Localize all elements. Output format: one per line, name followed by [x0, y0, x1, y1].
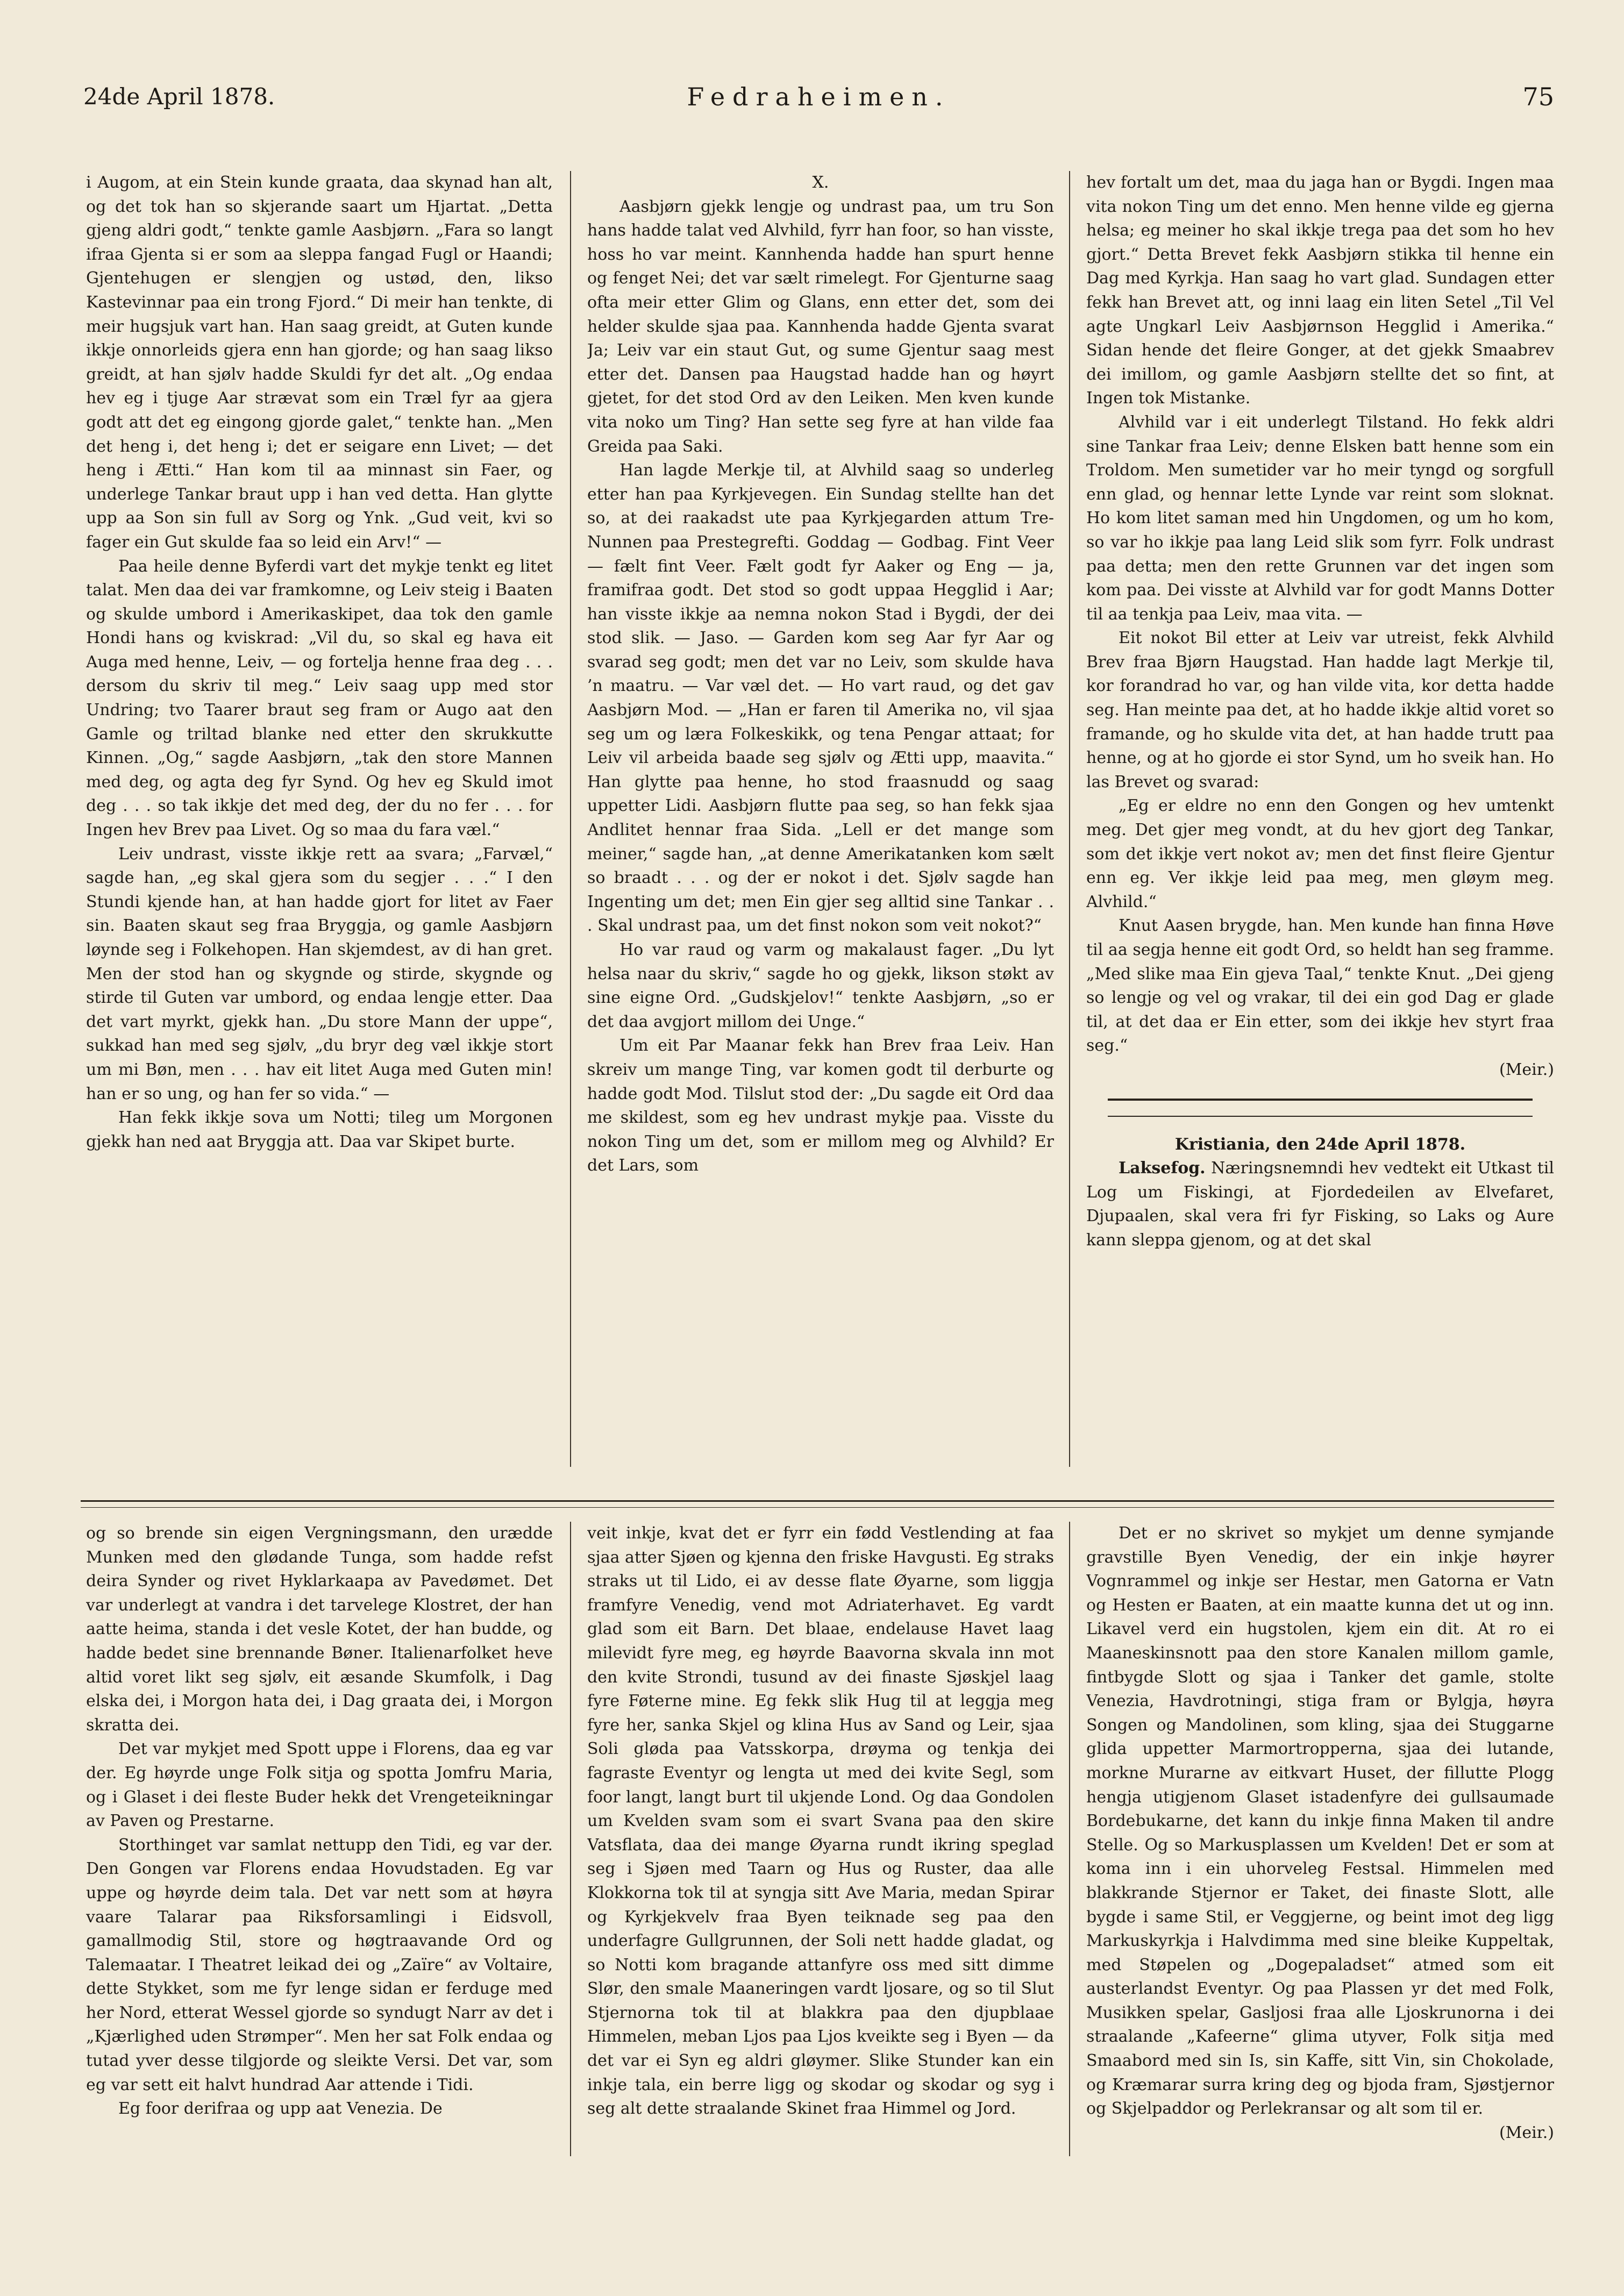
paragraph: Eg foor derifraa og upp aat Venezia. De — [118, 2099, 443, 2119]
page-number: 75 — [1522, 82, 1554, 111]
section-rule — [1108, 1099, 1533, 1101]
section-rule-thin — [1108, 1116, 1533, 1117]
column-rule — [1069, 1522, 1070, 2156]
paragraph: hev fortalt um det, maa du jaga han or Bygdi. Ingen maa vita nokon Ting um det enno. Men henne vilde eg gjerna helsa; eg meiner ho skal ikkje trega paa det som ho hev gjort.“ Detta Brevet fekk Aasbjørn stikka til henne ein Dag med Kyrkja. Han saag ho vart glad. Sundagen etter fekk han Brevet att, og inni laag ein liten Setel „Til Vel agte Ungkarl Leiv Aasbjørnson Hegglid i Amerika.“ Sidan hende det fleire Gonger, at det gjekk Smaabrev dei imillom, og gamle Aasbjørn stellte det so fint, at Ingen tok Mistanke. — [1086, 173, 1554, 408]
chapter-heading: X. — [812, 173, 829, 192]
upper-column-1 — [86, 171, 553, 1467]
column-rule — [570, 1522, 571, 2156]
paragraph: Um eit Par Maanar fekk han Brev fraa Leiv. Han skreiv um mange Ting, var komen godt til derburte og hadde godt Mod. Tilslut stod der: „Du sagde eit Ord daa me skildest, som eg hev undrast mykje paa. Visste du nokon Ting um det, som er millom meg og Alvhild? Er det Lars, som — [587, 1036, 1054, 1175]
page-header — [83, 81, 1554, 113]
news-heading: Laksefog. — [1119, 1159, 1206, 1178]
news-text: Næringsnemndi hev vedtekt eit Utkast til Log um Fiskingi, at Fjordedeilen av Elvefaret, Djupaalen, skal vera fri fyr Fisking, so Laks og Aure kann sleppa gjenom, og at det skal — [1086, 1159, 1554, 1250]
lower-column-2 — [587, 1522, 1054, 2156]
letter-text: „Eg er eldre no enn den Gongen og hev umtenkt meg. Det gjer meg vondt, at du hev gjort deg Tankar, som det ikkje vert nokot av; men det finst fleire Gjentur enn eg. Ver ikkje leid paa meg, men gløym meg. Alvhild.“ — [1086, 796, 1554, 911]
column-rule — [1069, 171, 1070, 1467]
paragraph: Paa heile denne Byferdi vart det mykje tenkt eg litet talat. Men daa dei var framkomne, og Leiv steig i Baaten og skulde umbord i Amerikaskipet, daa tok den gamle Hondi hans og kviskrad: „Vil du, so skal eg hava eit Auga med henne, Leiv, — og fortelja henne fraa deg . . . dersom du skriv til meg.“ Leiv saag upp med stor Undring; tvo Taarer braut seg fram or Augo aat den Gamle og triltad blanke ned etter den skrukkutte Kinnen. „Og,“ sagde Aasbjørn, „tak den store Mannen med deg, og agta deg fyr Synd. Og hev eg Skuld imot deg . . . so tak ikkje det med deg, der du no fer . . . for Ingen hev Brev paa Livet. Og so maa du fara væl.“ — [86, 557, 553, 840]
paragraph: og so brende sin eigen Vergningsmann, den urædde Munken med den glødande Tunga, som hadde refst deira Synder og rivet Hyklarkaapa av Pavedømet. Det var underlegt at vandra i det tarvelege Klostret, der han aatte heima, standa i det vesle Kotet, der han budde, og hadde bedet sine brennande Bøner. Italienarfolket heve altid voret likt seg sjølv, eit æsande Skumfolk, i Dag elska dei, i Morgon hata dei, i Dag graata dei, i Morgon skratta dei. — [86, 1524, 553, 1735]
lower-column-3 — [1086, 1522, 1554, 2156]
paragraph: Ho var raud og varm og makalaust fager. „Du lyt helsa naar du skriv,“ sagde ho og gjekk, likson støkt av sine eigne Ord. „Gudskjelov!“ tenkte Aasbjørn, „so er det daa avgjort millom dei Unge.“ — [587, 940, 1054, 1031]
paragraph: Eit nokot Bil etter at Leiv var utreist, fekk Alvhild Brev fraa Bjørn Haugstad. Han hadde lagt Merkje til, kor forandrad ho var, og han vilde vita, kor detta hadde seg. Han meinte paa det, at ho hadde ikkje altid voret so framande, og ho skulde vita det, at han hadde trutt paa henne, og at ho gjorde ei stor Synd, um ho sveik han. Ho las Brevet og svarad: — [1086, 629, 1554, 792]
section-divider-thin — [81, 1507, 1554, 1508]
issue-date: 24de April 1878. — [83, 83, 275, 110]
paragraph: Han lagde Merkje til, at Alvhild saag so underleg etter han paa Kyrkjevegen. Ein Sundag stellte han det so, at dei raakadst ute paa Kyrkjegarden attum Tre-Nunnen paa Prestegrefti. Goddag — Godbag. Fint Veer — fælt fint Veer. Fælt godt fyr Aaker og Eng — ja, framifraa godt. Det stod so godt uppaa Hegglid i Aar; han visste ikkje aa nemna nokon Stad i Bygdi, der dei stod slik. — Jaso. — Garden kom seg Aar fyr Aar og svarad seg godt; men det var no Leiv, som skulde hava ’n maatru. — Var væl det. — Ho vart raud, og det gav Aasbjørn Mod. — „Han er faren til Amerika no, vil sjaa seg um og læra Folkeskikk, og tena Pengar attaat; for Leiv vil arbeida baade seg sjølv og Ætti upp, maavita.“ Han glytte paa henne, ho stod fraasnudd og saag uppetter Lidi. Aasbjørn flutte paa seg, so han fekk sjaa Andlitet hennar fraa Sida. „Lell er det mange som meiner,“ sagde han, „at denne Amerikatanken kom sælt so braadt . . . og der er nokot i det. Sjølv sagde han Ingenting um det; men Ein gjer seg alltid sine Tankar . . . Skal undrast paa, um det finst nokon som veit nokot?“ — [587, 461, 1054, 936]
section-divider — [81, 1500, 1554, 1502]
paragraph: Knut Aasen brygde, han. Men kunde han finna Høve til aa segja henne eit godt Ord, so heldt han seg framme. „Med slike maa Ein gjeva Taal,“ tenkte Knut. „Dei gjeng so lengje og vel og vrakar, til dei ein god Dag er glade til, at det daa er Ein etter, som dei ikkje hev styrt fraa seg.“ — [1086, 916, 1554, 1056]
lower-column-1 — [86, 1522, 553, 2156]
paragraph: Aasbjørn gjekk lengje og undrast paa, um tru Son hans hadde talat ved Alvhild, fyrr han foor, so han visste, hoss ho var meint. Kannhenda hadde han spurt henne og fenget Nei; det var sælt rimelegt. For Gjenturne saag ofta meir etter Glim og Glans, enn etter det, som dei helder skulde sjaa paa. Kannhenda hadde Gjenta svarat Ja; Leiv var ein staut Gut, og sume Gjentur saag mest etter det. Dansen paa Haugstad hadde han og høyrt gjetet, for det stod Ord av den Leiken. Men kven kunde vita noko um Ting? Han sette seg fyre at han vilde faa Greida paa Saki. — [587, 197, 1054, 456]
column-rule — [570, 171, 571, 1467]
paragraph: Leiv undrast, visste ikkje rett aa svara; „Farvæl,“ sagde han, „eg skal gjera som du segjer . . .“ I den Stundi kjende han, at han hadde gjort for litet av Faer sin. Baaten skaut seg fraa Bryggja, og gamle Aasbjørn løynde seg i Folkehopen. Han skjemdest, av di han gret. Men der stod han og skygnde og stirde, skygnde og stirde til Guten var umbord, og endaa lengje etter. Daa det vart myrkt, gjekk han. „Du store Mann der uppe“, sukkad han med seg sjølv, „du bryr deg væl ikkje stort um mi Bøn, men . . . hav eit litet Auga med Guten min! han er so ung, og han fer so vida.“ — — [86, 844, 553, 1103]
paragraph: veit inkje, kvat det er fyrr ein fødd Vestlending at faa sjaa atter Sjøen og kjenna den friske Havgusti. Eg straks straks ut til Lido, ei av desse flate Øyarne, som liggja framfyre Venedig, vend mot Adriaterhavet. Eg vardt glad som eit Barn. Det blaae, endelause Havet laag milevidt fyre meg, eg høyrde Baavorna skvala inn mot den kvite Strondi, tusund av dei finaste Sjøskjel laag fyre Føterne mine. Eg fekk slik Hug til at leggja meg fyre her, sanka Skjel og klina Hus av Sand og Leir, sjaa Soli gløda paa Vatsskorpa, drøyma og tenkja dei fagraste Eventyr og lengta ut med dei kvite Segl, som foor langt, langt burt til ukjende Lond. Og daa Gondolen um Kvelden svam som ei svart Svana paa den skire Vatsflata, daa dei mange Øyarna rundt ikring speglad seg i Sjøen med Taarn og Hus og Ruster, daa alle Klokkorna tok til at syngja sitt Ave Maria, medan Spirar og Kyrkjekvelv fraa Byen teiknade seg paa den underfagre Gullgrunnen, der Soli nett hadde gladat, og so Notti kom bragande attanfyre oss med sitt dimme Slør, den smale Maaneringen vardt ljosare, og so til Slut Stjernorna tok til at blakkra paa den djupblaae Himmelen, meban Ljos paa Ljos kveikte seg i Byen — da det var ei Syn eg aldri gløymer. Slike Stunder kan ein inkje tala, ein berre ligg og skodar og skodar og syg i seg alt dette straalande Skinet fraa Himmel og Jord. — [587, 1524, 1054, 2119]
newspaper-title: Fedraheimen. — [687, 82, 951, 111]
to-be-continued: (Meir.) — [1499, 2123, 1554, 2142]
to-be-continued: (Meir.) — [1499, 1060, 1554, 1079]
upper-column-2 — [587, 171, 1054, 1467]
paragraph: Det er no skrivet so mykjet um denne symjande gravstille Byen Venedig, der ein inkje høyrer Vognrammel og inkje ser Hestar, men Gatorna er Vatn og Hesten er Baaten, at ein maatte kunna det ut og inn. Likavel verd ein hugstolen, kjem ein dit. At ro ei Maaneskinsnott paa den store Kanalen millom gamle, fintbygde Slott og sjaa i Tanker det gamle, stolte Venezia, Havdrotningi, stiga fram or Bylgja, høyra Songen og Mandolinen, som kling, sjaa dei Stuggarne glida uppetter Marmortropperna, sjaa dei lutande, morkne Murarne av eitkvart Huset, der fillutte Plogg hengja utigjenom Glaset istadenfyre dei gullsaumade Bordebukarne, det kann du inkje finna Maken til andre Stelle. Og so Markusplassen um Kvelden! Det er som at koma inn i ein uhorveleg Festsal. Himmelen med blakkrande Stjernor er Taket, dei finaste Slott, alle bygde i same Stil, er Veggjerne, og beint imot deg ligg Markuskyrkja i Halvdimma med sine bleike Kuppeltak, med Støpelen og „Dogepaladset“ atmed som eit austerlandst Eventyr. Og paa Plassen yr det med Folk, Musikken spelar, Gasljosi fraa alle Ljoskrunorna i dei straalande „Kafeerne“ glima utyver, Folk sitja med Smaabord med sin Is, sin Kaffe, sitt Vin, sin Chokolade, og Kræmarar surra kring deg og bjoda fram, Sjøstjernor og Skjelpaddor og Perlekransar og alt som til er. — [1086, 1524, 1554, 2119]
paragraph: Alvhild var i eit underlegt Tilstand. Ho fekk aldri sine Tankar fraa Leiv; denne Elsken batt henne som ein Troldom. Men sumetider var ho meir tyngd og sorgfull enn glad, og hennar lette Lynde var reint som sloknat. Ho kom litet saman med hin Ungdomen, og um ho kom, so var ho ikkje paa lang Leid slik som fyrr. Folk undrast paa detta; men den rette Grunnen var det ingen som kom paa. Dei visste at Alvhild var for godt Manns Dotter til aa tenkja paa Leiv, maa vita. — — [1086, 412, 1554, 624]
upper-column-3 — [1086, 171, 1554, 1467]
paragraph: i Augom, at ein Stein kunde graata, daa skynad han alt, og det tok han so skjerande saart um Hjartat. „Detta gjeng aldri godt,“ tenkte gamle Aasbjørn. „Fara so langt ifraa Gjenta si er som aa sleppa fangad Fugl or Haandi; Gjentehugen er slengjen og ustød, den, likso Kastevinnar paa ein trong Fjord.“ Di meir han tenkte, di meir hugsjuk vart han. Han saag greidt, at Guten kunde ikkje onnorleids gjera enn han gjorde; og han saag likso greidt, at han sjølv hadde Skuldi fyr det alt. „Og endaa hev eg i tjuge Aar strævat som ein Træl fyr aa gjera godt att det eg eingong gjorde galet,“ tenkte han. „Men det heng i, det heng i; det er seigare enn Livet; — det heng i Ætti.“ Han kom til aa minnast sin Faer, og underlege Tankar braut upp i han ved detta. Han glytte upp aa Son sin full av Sorg og Ynk. „Gud veit, kvi so fager ein Gut skulde faa so leid ein Arv!“ — — [86, 173, 553, 552]
paragraph: Det var mykjet med Spott uppe i Florens, daa eg var der. Eg høyrde unge Folk sitja og spotta Jomfru Maria, og i Glaset i dei fleste Buder hekk det Vrengeteikningar av Paven og Prestarne. — [86, 1739, 553, 1831]
paragraph: Han fekk ikkje sova um Notti; tileg um Morgonen gjekk han ned aat Bryggja att. Daa var Skipet burte. — [86, 1108, 553, 1151]
paragraph: Storthinget var samlat nettupp den Tidi, eg var der. Den Gongen var Florens endaa Hovudstaden. Eg var uppe og høyrde deim tala. Det var nett som at høyra vaare Talarar paa Riksforsamlingi i Eidsvoll, gamallmodig Stil, store og høgtraavande Ord og Talemaatar. I Theatret leikad dei og „Zaïre“ av Voltaire, dette Stykket, som me fyr lenge sidan er ferduge med her Nord, etterat Wessel gjorde so syndugt Narr av det i „Kjærlighed uden Strømper“. Men her sat Folk endaa og tutad yver desse tilgjorde og sleikte Versi. Det var, som eg var sett eit halvt hundrad Aar attende i Tidi. — [86, 1835, 553, 2094]
news-dateline: Kristiania, den 24de April 1878. — [1174, 1135, 1466, 1154]
